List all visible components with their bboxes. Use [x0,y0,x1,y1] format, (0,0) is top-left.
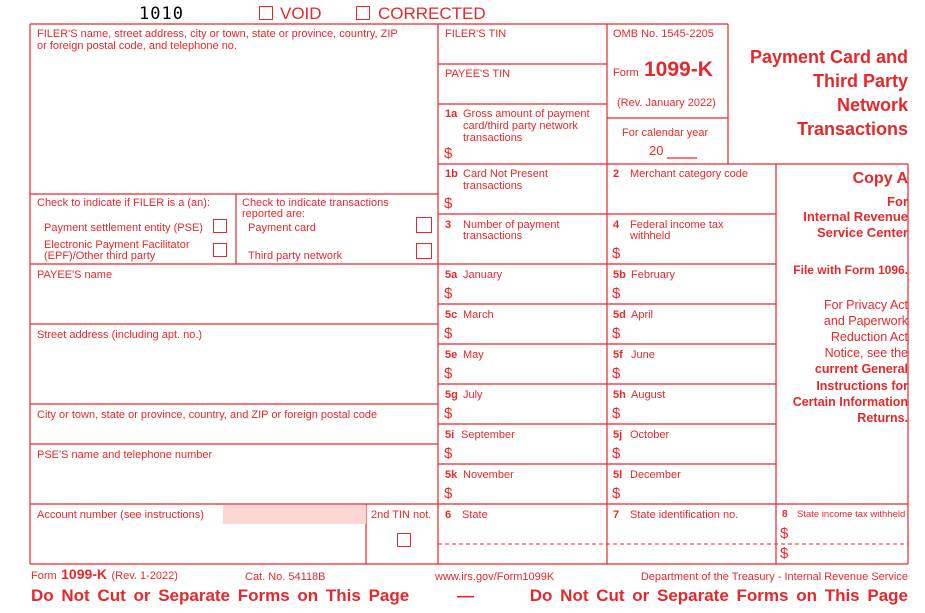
form-title-line-2: Third Party [812,71,908,91]
box-4-number: 4 [613,219,620,231]
month-dollar[interactable]: $ [444,405,453,422]
month-number: 5g [445,389,458,401]
pse-name-label: PSE'S name and telephone number [37,449,213,461]
month-dollar[interactable]: $ [612,485,621,502]
month-number: 5l [613,469,623,481]
do-not-cut-warning-left: Do Not Cut or Separate Forms on This Page [31,586,410,605]
month-number: 5f [613,349,623,361]
month-number: 5d [613,309,626,321]
form-name: 1099-K [644,58,713,81]
month-label: June [631,349,655,361]
box-8-label: State income tax withheld [797,509,906,520]
month-number: 5j [613,429,623,441]
box-2-number: 2 [613,168,620,180]
month-dollar[interactable]: $ [612,325,621,342]
corrected-checkbox[interactable] [356,6,370,20]
box-7-label: State identification no. [630,509,739,521]
month-number: 5a [445,269,458,281]
epf-label-1: Electronic Payment Facilitator [44,239,190,251]
box-4-label-1: Federal income tax [630,219,724,231]
copy-a-irs-1: Internal Revenue [803,209,908,224]
month-label: April [631,309,654,321]
month-number: 5h [613,389,626,401]
city-label: City or town, state or province, country, and ZIP or foreign postal code [37,409,378,421]
box-2-label: Merchant category code [630,168,749,180]
month-label: May [463,349,484,361]
omb-number: OMB No. 1545-2205 [613,28,714,40]
form-title-line-1: Payment Card and [749,47,908,67]
epf-checkbox[interactable] [213,243,227,257]
account-number-label: Account number (see instructions) [37,509,204,521]
account-number-field[interactable] [223,505,366,524]
month-number: 5k [445,469,458,481]
epf-label-2: (EPF)/Other third party [44,250,156,262]
footer-url: www.irs.gov/Form1099K [435,571,555,583]
month-label: February [631,269,676,281]
month-number: 5e [445,349,458,361]
privacy-line-4: Notice, see the [824,346,908,360]
instructions-line-4: Returns. [857,411,908,425]
calendar-year-value: 20 [649,143,664,158]
box-1a-label-2: card/third party network [463,120,578,132]
month-label: March [463,309,494,321]
form-title-line-3: Network [836,95,908,115]
box-1a-number: 1a [445,108,458,120]
third-party-label: Third party network [248,250,343,262]
box-3-number: 3 [445,219,452,231]
month-label: September [461,429,515,441]
calendar-year-label: For calendar year [622,127,709,139]
form-code: 1010 [139,4,184,24]
instructions-line-3: Certain Information [792,395,908,409]
pse-checkbox[interactable] [213,219,227,233]
trans-check-header-2: reported are: [242,208,305,220]
box-8-number: 8 [782,509,788,520]
instructions-line-1: current General [814,362,908,376]
box-1b-label-1: Card Not Present [463,168,548,180]
box-4-label-2: withheld [630,230,671,242]
month-number: 5i [445,429,455,441]
trans-check-header-1: Check to indicate transactions [242,197,389,209]
form-title-line-4: Transactions [796,119,908,139]
void-checkbox[interactable] [259,6,273,20]
month-number: 5b [613,269,626,281]
payment-card-label: Payment card [248,222,316,234]
file-with-1096: File with Form 1096. [793,263,908,277]
box-6-label: State [462,509,488,521]
month-number: 5c [445,309,458,321]
month-dollar[interactable]: $ [444,445,453,462]
filer-info-label-2: or foreign postal code, and telephone no. [37,40,237,52]
box-8-dollar-1[interactable]: $ [780,525,789,542]
copy-a-irs-2: Service Center [816,225,908,240]
warning-dash: — [457,586,474,605]
payee-name-label: PAYEE'S name [37,269,113,281]
box-8-dollar-2[interactable]: $ [780,545,789,562]
payment-card-checkbox[interactable] [416,217,432,233]
copy-a-title: Copy A [852,170,908,187]
month-label: August [631,389,666,401]
month-label: October [630,429,670,441]
month-dollar[interactable]: $ [612,445,621,462]
month-dollar[interactable]: $ [444,325,453,342]
box-1b-dollar[interactable]: $ [444,195,453,212]
footer-form-id [31,566,178,584]
do-not-cut-warning-right: Do Not Cut or Separate Forms on This Page [529,586,908,605]
third-party-checkbox[interactable] [416,243,432,259]
privacy-line-2: and Paperwork [823,314,908,328]
footer-department: Department of the Treasury - Internal Revenue Service [640,571,908,583]
box-1b-number: 1b [445,168,458,180]
box-1b-label-2: transactions [463,180,523,192]
month-label: December [630,469,681,481]
box-3-label-1: Number of payment [463,219,560,231]
revision-date: (Rev. January 2022) [617,97,716,109]
copy-a-for: For [887,194,908,209]
footer-cat-no: Cat. No. 54118B [245,571,326,583]
footer-form-prefix: Form [31,570,57,582]
void-label: VOID [280,4,322,23]
instructions-line-2: Instructions for [816,379,908,393]
filer-tin-label: FILER'S TIN [445,28,507,40]
footer-rev: (Rev. 1-2022) [111,570,178,582]
month-label: July [463,389,483,401]
box-1a-label-1: Gross amount of payment [463,108,590,120]
box-4-dollar[interactable]: $ [612,245,621,262]
filer-check-header: Check to indicate if FILER is a (an): [37,197,211,209]
privacy-line-3: Reduction Act [830,330,908,344]
month-dollar[interactable]: $ [444,485,453,502]
month-dollar[interactable]: $ [444,285,453,302]
form-prefix: Form [613,67,639,79]
corrected-label: CORRECTED [378,4,486,23]
second-tin-label: 2nd TIN not. [371,509,432,521]
second-tin-checkbox[interactable] [397,533,411,547]
month-label: January [463,269,503,281]
footer-form-name: 1099-K [61,566,108,582]
privacy-line-1: For Privacy Act [823,298,908,312]
pse-label: Payment settlement entity (PSE) [44,222,203,234]
street-address-label: Street address (including apt. no.) [37,329,203,341]
box-7-number: 7 [613,509,620,521]
month-label: November [463,469,514,481]
box-6-number: 6 [445,509,452,521]
month-dollar[interactable]: $ [612,285,621,302]
payee-tin-label: PAYEE'S TIN [445,68,511,80]
box-3-label-2: transactions [463,230,523,242]
month-dollar[interactable]: $ [444,365,453,382]
month-dollar[interactable]: $ [612,405,621,422]
filer-info-label-1: FILER'S name, street address, city or town, state or province, country, ZIP [37,28,398,40]
box-1a-dollar[interactable]: $ [444,145,453,162]
month-dollar[interactable]: $ [612,365,621,382]
box-1a-label-3: transactions [463,132,523,144]
